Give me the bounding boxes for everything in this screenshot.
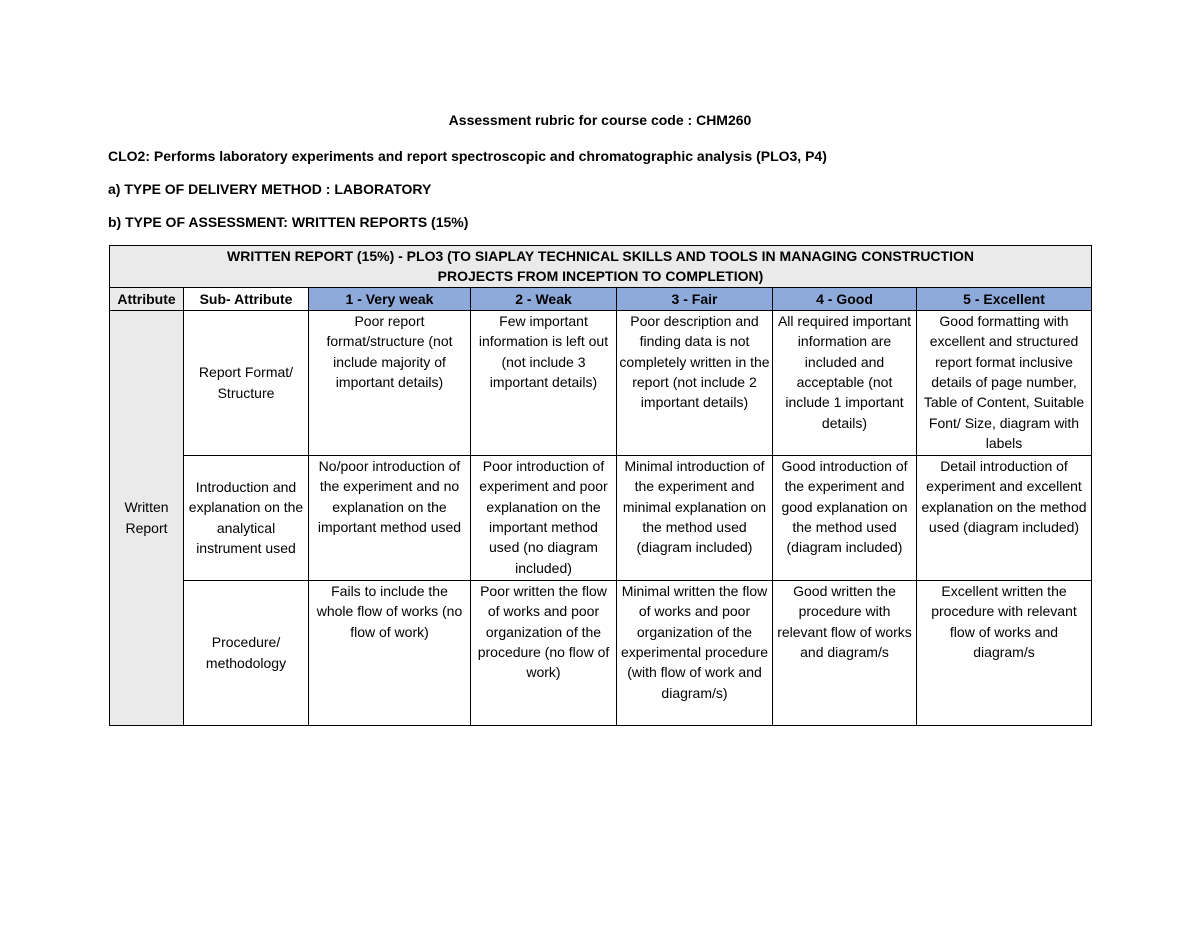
column-header-sub-attribute: Sub- Attribute <box>184 287 309 310</box>
level-2-cell: Poor written the flow of works and poor organization of the procedure (no flow of work) <box>471 580 617 725</box>
level-2-cell: Poor introduction of experiment and poor explanation on the important method used (no diagram included) <box>471 455 617 580</box>
rubric-title <box>110 246 1092 288</box>
column-header-level-1: 1 - Very weak <box>309 287 471 310</box>
delivery-method: a) TYPE OF DELIVERY METHOD : LABORATORY <box>108 181 432 197</box>
level-5-cell: Good formatting with excellent and structured report format inclusive details of page number, Table of Content, Suitable Font/ Size, diagram with labels <box>917 310 1092 455</box>
rubric-table <box>109 245 1092 726</box>
column-header-attribute: Attribute <box>110 287 184 310</box>
column-header-level-5: 5 - Excellent <box>917 287 1092 310</box>
level-4-cell: All required important information are included and acceptable (not include 1 important details) <box>773 310 917 455</box>
level-4-cell: Good introduction of the experiment and good explanation on the method used (diagram included) <box>773 455 917 580</box>
level-2-cell: Few important information is left out (not include 3 important details) <box>471 310 617 455</box>
level-3-cell: Poor description and finding data is not completely written in the report (not include 2 important details) <box>617 310 773 455</box>
clo-statement: CLO2: Performs laboratory experiments and report spectroscopic and chromatographic analysis (PLO3, P4) <box>108 148 827 164</box>
table-row <box>110 580 1092 725</box>
column-header-row <box>110 287 1092 310</box>
column-header-level-4: 4 - Good <box>773 287 917 310</box>
attribute-cell: Written Report <box>110 310 184 725</box>
level-1-cell: Poor report format/structure (not include majority of important details) <box>309 310 471 455</box>
table-row <box>110 455 1092 580</box>
level-4-cell: Good written the procedure with relevant flow of works and diagram/s <box>773 580 917 725</box>
table-row <box>110 310 1092 455</box>
sub-attribute-cell: Procedure/ methodology <box>184 580 309 725</box>
level-3-cell: Minimal written the flow of works and poor organization of the experimental procedure (with flow of work and diagram/s) <box>617 580 773 725</box>
rubric-title-line-1: WRITTEN REPORT (15%) - PLO3 (TO SIAPLAY TECHNICAL SKILLS AND TOOLS IN MANAGING CONSTRUCTION <box>227 248 974 264</box>
column-header-level-2: 2 - Weak <box>471 287 617 310</box>
column-header-level-3: 3 - Fair <box>617 287 773 310</box>
rubric-title-line-2: PROJECTS FROM INCEPTION TO COMPLETION) <box>437 268 764 285</box>
level-5-cell: Detail introduction of experiment and excellent explanation on the method used (diagram included) <box>917 455 1092 580</box>
document-title: Assessment rubric for course code : CHM260 <box>448 112 752 128</box>
sub-attribute-cell: Report Format/ Structure <box>184 310 309 455</box>
sub-attribute-cell: Introduction and explanation on the analytical instrument used <box>184 455 309 580</box>
assessment-type: b) TYPE OF ASSESSMENT: WRITTEN REPORTS (15%) <box>108 214 469 230</box>
level-1-cell: Fails to include the whole flow of works (no flow of work) <box>309 580 471 725</box>
level-3-cell: Minimal introduction of the experiment and minimal explanation on the method used (diagram included) <box>617 455 773 580</box>
level-1-cell: No/poor introduction of the experiment and no explanation on the important method used <box>309 455 471 580</box>
level-5-cell: Excellent written the procedure with relevant flow of works and diagram/s <box>917 580 1092 725</box>
